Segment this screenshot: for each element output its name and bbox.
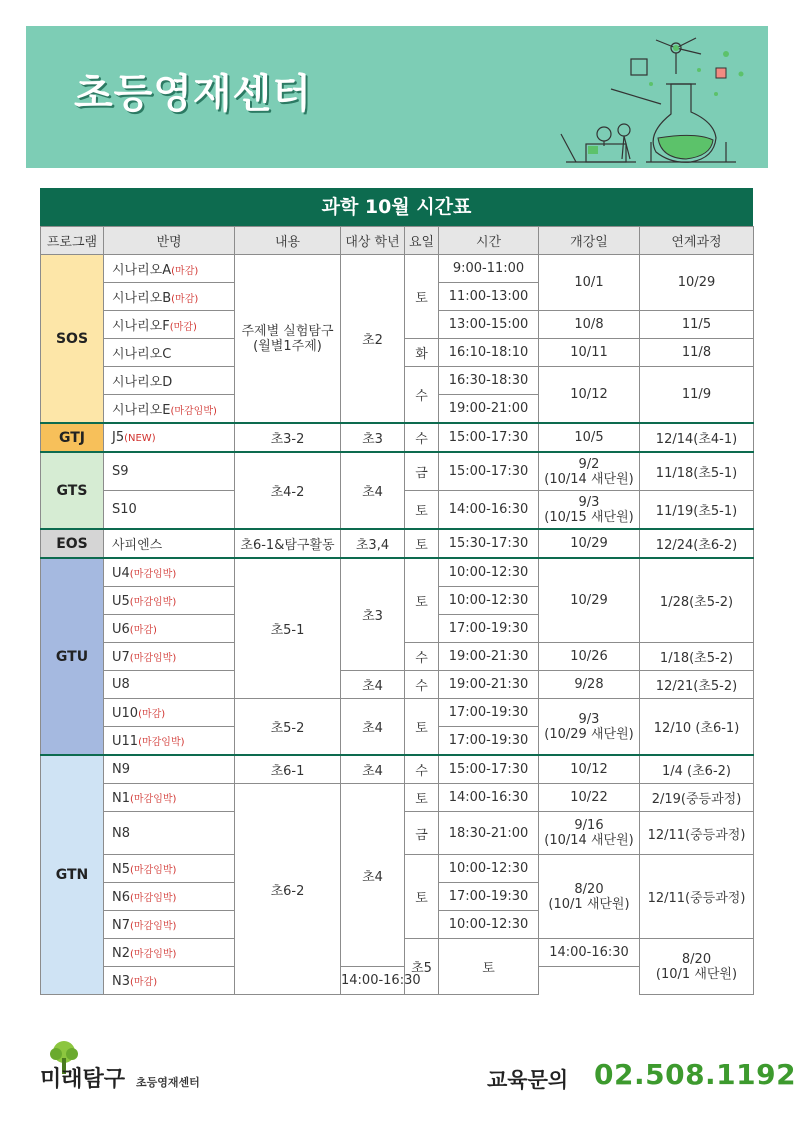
- day-cell: 수: [405, 755, 439, 784]
- start-cell: 10/26: [539, 643, 640, 671]
- class-name: U8: [104, 671, 235, 699]
- start-cell: 10/8: [539, 311, 640, 339]
- link-cell: 12/11(중등과정): [640, 855, 754, 939]
- status-tag: (마감임박): [129, 596, 177, 608]
- status-tag: (마감): [171, 266, 199, 277]
- table-row: [41, 671, 754, 699]
- link-cell: 10/29: [640, 255, 754, 311]
- status-tag: (마감): [171, 294, 199, 305]
- content-cell: 주제별 실험탐구 (월별1주제): [235, 255, 341, 424]
- time-cell: 17:00-19:30: [439, 883, 539, 911]
- grade-cell: 초3: [341, 558, 405, 671]
- day-cell: 토: [405, 855, 439, 939]
- class-name: N5(마감임박): [104, 855, 235, 883]
- grade-cell: 초3,4: [341, 529, 405, 558]
- status-tag: (마감임박): [129, 652, 177, 664]
- contact-label: 교육문의: [487, 1068, 569, 1092]
- link-cell: 12/14(초4-1): [640, 423, 754, 452]
- day-cell: 토: [405, 491, 439, 530]
- start-cell: 9/16 (10/14 새단원): [539, 812, 640, 855]
- class-name: U5(마감임박): [104, 587, 235, 615]
- time-cell: 14:00-16:30: [539, 939, 640, 967]
- time-cell: 16:10-18:10: [439, 339, 539, 367]
- header-banner: [26, 26, 768, 168]
- status-tag: (마감): [169, 322, 197, 333]
- grade-cell: 초5: [405, 939, 439, 995]
- class-name: 사피엔스: [104, 529, 235, 558]
- status-tag: (마감): [138, 708, 166, 720]
- status-tag: (마감임박): [130, 793, 177, 805]
- table-row: [41, 755, 754, 784]
- header-cell: 시간: [439, 227, 539, 255]
- link-cell: 11/9: [640, 367, 754, 424]
- grade-cell: 초4: [341, 452, 405, 529]
- time-cell: 16:30-18:30: [439, 367, 539, 395]
- status-tag: (마감임박): [130, 948, 177, 960]
- time-cell: 10:00-12:30: [439, 911, 539, 939]
- start-cell: 8/20 (10/1 새단원): [539, 855, 640, 939]
- time-cell: 15:00-17:30: [439, 423, 539, 452]
- day-cell: 화: [405, 339, 439, 367]
- logo-subtitle: 초등영재센터: [136, 1076, 200, 1089]
- link-cell: 12/11(중등과정): [640, 812, 754, 855]
- link-cell: 12/10 (초6-1): [640, 699, 754, 756]
- day-cell: 수: [405, 367, 439, 424]
- time-cell: 13:00-15:00: [439, 311, 539, 339]
- day-cell: 토: [405, 529, 439, 558]
- header-cell: 반명: [104, 227, 235, 255]
- time-cell: 19:00-21:30: [439, 643, 539, 671]
- table-row: [41, 423, 754, 452]
- time-cell: 9:00-11:00: [439, 255, 539, 283]
- start-cell: 10/12: [539, 367, 640, 424]
- class-name: N6(마감임박): [104, 883, 235, 911]
- time-cell: 17:00-19:30: [439, 727, 539, 756]
- time-cell: 15:30-17:30: [439, 529, 539, 558]
- class-name: 시나리오C: [104, 339, 235, 367]
- status-tag: (마감임박): [130, 892, 177, 904]
- class-name: S9: [104, 452, 235, 491]
- contact-phone[interactable]: 02.508.1192: [594, 1058, 796, 1091]
- day-cell: 토: [405, 699, 439, 756]
- header-cell: 개강일: [539, 227, 640, 255]
- logo-text: 미래탐구: [40, 1067, 126, 1092]
- time-cell: 14:00-16:30: [439, 784, 539, 812]
- start-cell: 8/20 (10/1 새단원): [640, 939, 754, 995]
- time-cell: 15:00-17:30: [439, 755, 539, 784]
- time-cell: 17:00-19:30: [439, 699, 539, 727]
- start-cell: 10/12: [539, 755, 640, 784]
- day-cell: 수: [405, 643, 439, 671]
- content-cell: 초5-1: [235, 558, 341, 699]
- link-cell: 1/28(초5-2): [640, 558, 754, 643]
- start-cell: 10/11: [539, 339, 640, 367]
- program-eos: EOS: [41, 529, 104, 558]
- time-cell: 11:00-13:00: [439, 283, 539, 311]
- class-name: N8: [104, 812, 235, 855]
- time-cell: 19:00-21:30: [439, 671, 539, 699]
- link-cell: 11/18(초5-1): [640, 452, 754, 491]
- science-lab-illustration-icon: [526, 34, 761, 164]
- class-name: N3(마감): [104, 967, 235, 995]
- class-name: S10: [104, 491, 235, 530]
- footer-logo: [40, 1040, 250, 1100]
- start-cell: 10/22: [539, 784, 640, 812]
- day-cell: 토: [405, 255, 439, 339]
- start-cell: 9/2 (10/14 새단원): [539, 452, 640, 491]
- time-cell: 10:00-12:30: [439, 558, 539, 587]
- header-cell: 프로그램: [41, 227, 104, 255]
- day-cell: 토: [405, 784, 439, 812]
- status-tag: (마감임박): [130, 864, 177, 876]
- day-cell: 금: [405, 812, 439, 855]
- table-title: 과학 10월 시간표: [40, 188, 753, 226]
- start-cell: 9/3 (10/15 새단원): [539, 491, 640, 530]
- table-row: [41, 558, 754, 587]
- time-cell: 18:30-21:00: [439, 812, 539, 855]
- class-name: U7(마감임박): [104, 643, 235, 671]
- banner-title: 초등영재센터: [74, 71, 312, 117]
- status-tag: (NEW): [124, 433, 156, 444]
- class-name: 시나리오F(마감): [104, 311, 235, 339]
- timetable: [40, 188, 753, 995]
- content-cell: 초6-2: [235, 784, 341, 995]
- content-cell: 초6-1: [235, 755, 341, 784]
- link-cell: 1/4 (초6-2): [640, 755, 754, 784]
- start-cell: 10/29: [539, 529, 640, 558]
- table-row: [41, 784, 754, 812]
- day-cell: 토: [439, 939, 539, 995]
- time-cell: 19:00-21:00: [439, 395, 539, 424]
- grade-cell: 초4: [341, 784, 405, 967]
- start-cell: 10/1: [539, 255, 640, 311]
- start-cell: 10/29: [539, 558, 640, 643]
- table-row: [41, 699, 754, 727]
- class-name: 시나리오E(마감임박): [104, 395, 235, 424]
- class-name: U6(마감): [104, 615, 235, 643]
- program-gtj: GTJ: [41, 423, 104, 452]
- header-cell: 대상 학년: [341, 227, 405, 255]
- content-cell: 초6-1&탐구활동: [235, 529, 341, 558]
- status-tag: (마감임박): [138, 736, 185, 748]
- class-name: J5(NEW): [104, 423, 235, 452]
- status-tag: (마감임박): [170, 406, 217, 417]
- link-cell: 11/5: [640, 311, 754, 339]
- class-name: U4(마감임박): [104, 558, 235, 587]
- day-cell: 토: [405, 558, 439, 643]
- program-gtu: GTU: [41, 558, 104, 755]
- header-cell: 내용: [235, 227, 341, 255]
- start-cell: 10/5: [539, 423, 640, 452]
- class-name: N9: [104, 755, 235, 784]
- program-gtn: GTN: [41, 755, 104, 995]
- time-cell: 17:00-19:30: [439, 615, 539, 643]
- day-cell: 금: [405, 452, 439, 491]
- class-name: U11(마감임박): [104, 727, 235, 756]
- status-tag: (마감): [130, 976, 158, 988]
- class-name: U10(마감): [104, 699, 235, 727]
- time-cell: 10:00-12:30: [439, 587, 539, 615]
- start-cell: 9/3 (10/29 새단원): [539, 699, 640, 756]
- header-cell: 연계과정: [640, 227, 754, 255]
- class-name: 시나리오B(마감): [104, 283, 235, 311]
- program-gts: GTS: [41, 452, 104, 529]
- day-cell: 수: [405, 671, 439, 699]
- link-cell: 11/8: [640, 339, 754, 367]
- content-cell: 초3-2: [235, 423, 341, 452]
- program-sos: SOS: [41, 255, 104, 424]
- link-cell: 12/24(초6-2): [640, 529, 754, 558]
- status-tag: (마감임박): [130, 920, 177, 932]
- link-cell: 2/19(중등과정): [640, 784, 754, 812]
- class-name: 시나리오D: [104, 367, 235, 395]
- header-cell: 요일: [405, 227, 439, 255]
- class-name: N7(마감임박): [104, 911, 235, 939]
- time-cell: 14:00-16:30: [439, 491, 539, 530]
- time-cell: 10:00-12:30: [439, 855, 539, 883]
- header-row: [41, 227, 754, 255]
- grade-cell: 초2: [341, 255, 405, 424]
- grade-cell: 초4: [341, 699, 405, 756]
- table-row: [41, 255, 754, 283]
- start-cell: 9/28: [539, 671, 640, 699]
- content-cell: 초4-2: [235, 452, 341, 529]
- grade-cell: 초4: [341, 755, 405, 784]
- link-cell: 1/18(초5-2): [640, 643, 754, 671]
- schedule-table: [40, 226, 754, 995]
- link-cell: 11/19(초5-1): [640, 491, 754, 530]
- day-cell: 수: [405, 423, 439, 452]
- class-name: N2(마감임박): [104, 939, 235, 967]
- class-name: N1(마감임박): [104, 784, 235, 812]
- table-row: [41, 529, 754, 558]
- time-cell: 14:00-16:30: [341, 967, 405, 995]
- table-row: [41, 452, 754, 491]
- grade-cell: 초4: [341, 671, 405, 699]
- link-cell: 12/21(초5-2): [640, 671, 754, 699]
- status-tag: (마감): [129, 624, 157, 636]
- class-name: 시나리오A(마감): [104, 255, 235, 283]
- content-cell: 초5-2: [235, 699, 341, 756]
- status-tag: (마감임박): [129, 568, 177, 580]
- time-cell: 15:00-17:30: [439, 452, 539, 491]
- grade-cell: 초3: [341, 423, 405, 452]
